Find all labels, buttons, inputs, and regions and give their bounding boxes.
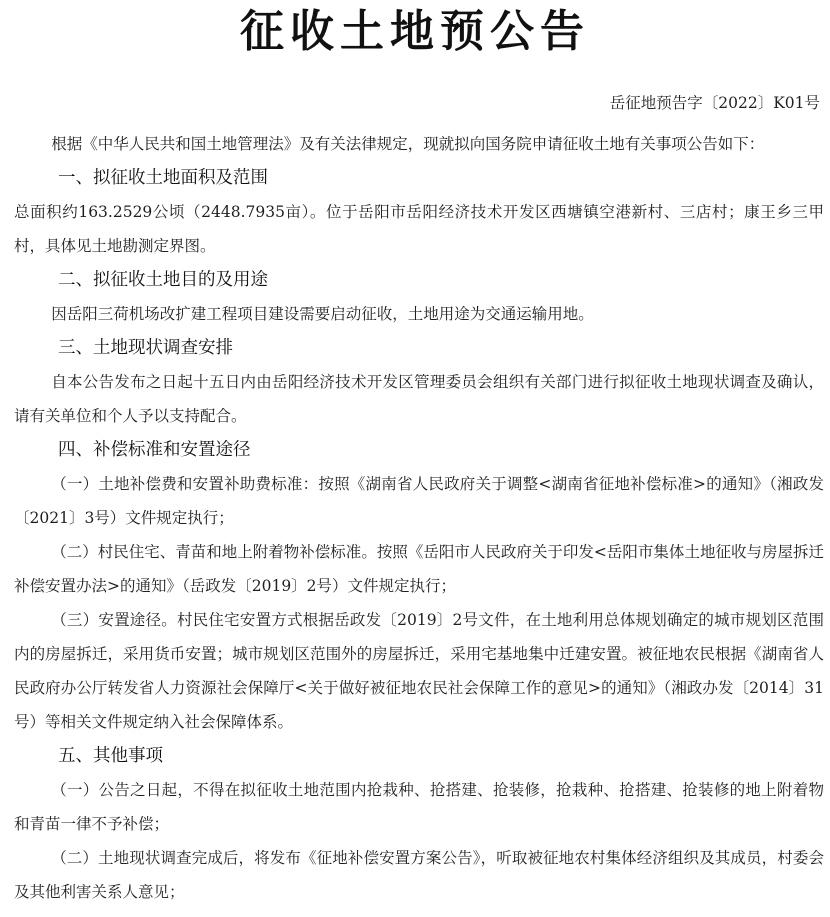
- section-1-paragraph: 总面积约163.2529公顷（2448.7935亩）。位于岳阳市岳阳经济技术开发区西塘镇空港新村、三店村；康王乡三甲村，具体见土地勘测定界图。: [14, 203, 824, 255]
- section-heading-3: 三、土地现状调查安排: [58, 338, 233, 358]
- section-5-paragraph-1: （一）公告之日起，不得在拟征收土地范围内抢栽种、抢搭建、抢装修，抢栽种、抢搭建、抢装修的地上附着物和青苗一律不予补偿；: [14, 781, 824, 833]
- notice-body: [14, 127, 824, 909]
- intro-paragraph: 根据《中华人民共和国土地管理法》及有关法律规定，现就拟向国务院申请征收土地有关事项公告如下：: [51, 135, 765, 153]
- section-5-paragraph-2: （二）土地现状调查完成后，将发布《征地补偿安置方案公告》，听取被征地农村集体经济组织及其成员，村委会及其他利害关系人意见；: [14, 849, 824, 901]
- section-heading-5: 五、其他事项: [58, 746, 163, 766]
- section-heading-1: 一、拟征收土地面积及范围: [58, 168, 268, 188]
- document-number: 岳征地预告字〔2022〕K01号: [609, 94, 820, 112]
- section-2-paragraph: 因岳阳三荷机场改扩建工程项目建设需要启动征收，土地用途为交通运输用地。: [51, 305, 594, 323]
- section-heading-4: 四、补偿标准和安置途径: [58, 440, 251, 460]
- section-4-paragraph-3: （三）安置途径。村民住宅安置方式根据岳政发〔2019〕2号文件，在土地利用总体规划确定的城市规划区范围内的房屋拆迁，采用货币安置；城市规划区范围外的房屋拆迁，采用宅基地集中迁建安置。被征地农民根据《湖南省人民政府办公厅转发省人力资源社会保障厅<关于做好被征地农民社会保障工作的意见>的通知》（湘政办发〔2014〕31号）等相关文件规定纳入社会保障体系。: [14, 611, 824, 731]
- section-4-paragraph-1: （一）土地补偿费和安置补助费标准：按照《湖南省人民政府关于调整<湖南省征地补偿标准>的通知》（湘政发〔2021〕3号）文件规定执行；: [14, 475, 824, 527]
- page-title: 征收土地预公告: [240, 6, 590, 57]
- section-heading-2: 二、拟征收土地目的及用途: [58, 270, 268, 290]
- section-3-paragraph: 自本公告发布之日起十五日内由岳阳经济技术开发区管理委员会组织有关部门进行拟征收土地现状调查及确认，请有关单位和个人予以支持配合。: [14, 373, 824, 425]
- section-4-paragraph-2: （二）村民住宅、青苗和地上附着物补偿标准。按照《岳阳市人民政府关于印发<岳阳市集体土地征收与房屋拆迁补偿安置办法>的通知》（岳政发〔2019〕2号）文件规定执行；: [14, 543, 824, 595]
